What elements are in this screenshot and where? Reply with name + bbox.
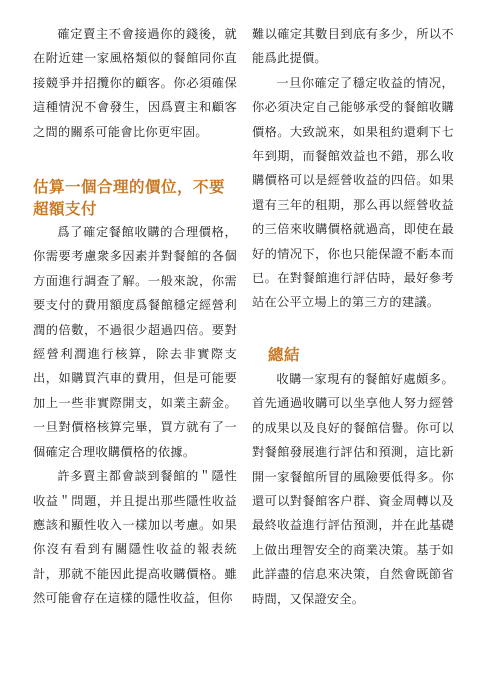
stable-income-paragraph: 一旦你確定了穩定收益的情况，你必須决定自己能够承受的餐館收購價格。大致説來，如果租約還剩下七年到期，而餐館效益也不錯，那么收購價格可以是經營收益的四倍。如果還有三年的租期，那么再以經營收益的三倍來收購價格就過高，即使在最好的情况下，你也只能保證不虧本而已。在對餐館進行評估時，最好參考站在公平立場上的第三方的建議。 bbox=[252, 75, 454, 310]
price-paragraph-1: 爲了確定餐館收購的合理價格，你需要考慮衆多因素并對餐館的各個方面進行調查了解。一般來說，你需要支付的費用額度爲餐館穩定經營利潤的倍數，不過很少超過四倍。要對經營利潤進行核算，除去非實際支出，如購買汽車的費用，但是可能要加上一些非實際開支，如業主薪金。一旦對價格核算完畢，買方就有了一個確定合理收購價格的依據。 bbox=[33, 225, 237, 459]
price-paragraph-2: 許多賣主都會談到餐館的＂隱性收益＂問題，并且提出那些隱性收益應該和顯性收入一樣加以考慮。如果你沒有看到有關隱性收益的報表統計，那就不能因此提高收購價格。雖然可能會存在這樣的隱性收益，但你 bbox=[33, 469, 237, 606]
right-column bbox=[252, 22, 454, 611]
summary-paragraph: 收購一家現有的餐館好處頗多。首先通過收購可以坐享他人努力經營的成果以及良好的餐館信譽。你可以對餐館發展進行評估和預測，這比新開一家餐館所冒的風險要低得多。你還可以對餐館客户群、資金周轉以及最終收益進行評估預測，并在此基礎上做出理智安全的商業决策。基于如此詳盡的信息來决策，自然會既節省時間，又保證安全。 bbox=[252, 371, 454, 606]
continued-paragraph: 難以確定其數目到底有多少，所以不能爲此提價。 bbox=[252, 27, 454, 66]
left-column bbox=[33, 22, 237, 611]
intro-paragraph: 確定賣主不會接過你的錢後，就在附近建一家風格類似的餐館同你直接競爭并招攬你的顧客。你必須確保這種情況不會發生，因爲賣主和顧客之間的關系可能會比你更牢固。 bbox=[33, 27, 237, 139]
price-section-heading: 估算一個合理的價位，不要超額支付 bbox=[33, 177, 226, 219]
summary-heading: 總結 bbox=[268, 344, 301, 364]
